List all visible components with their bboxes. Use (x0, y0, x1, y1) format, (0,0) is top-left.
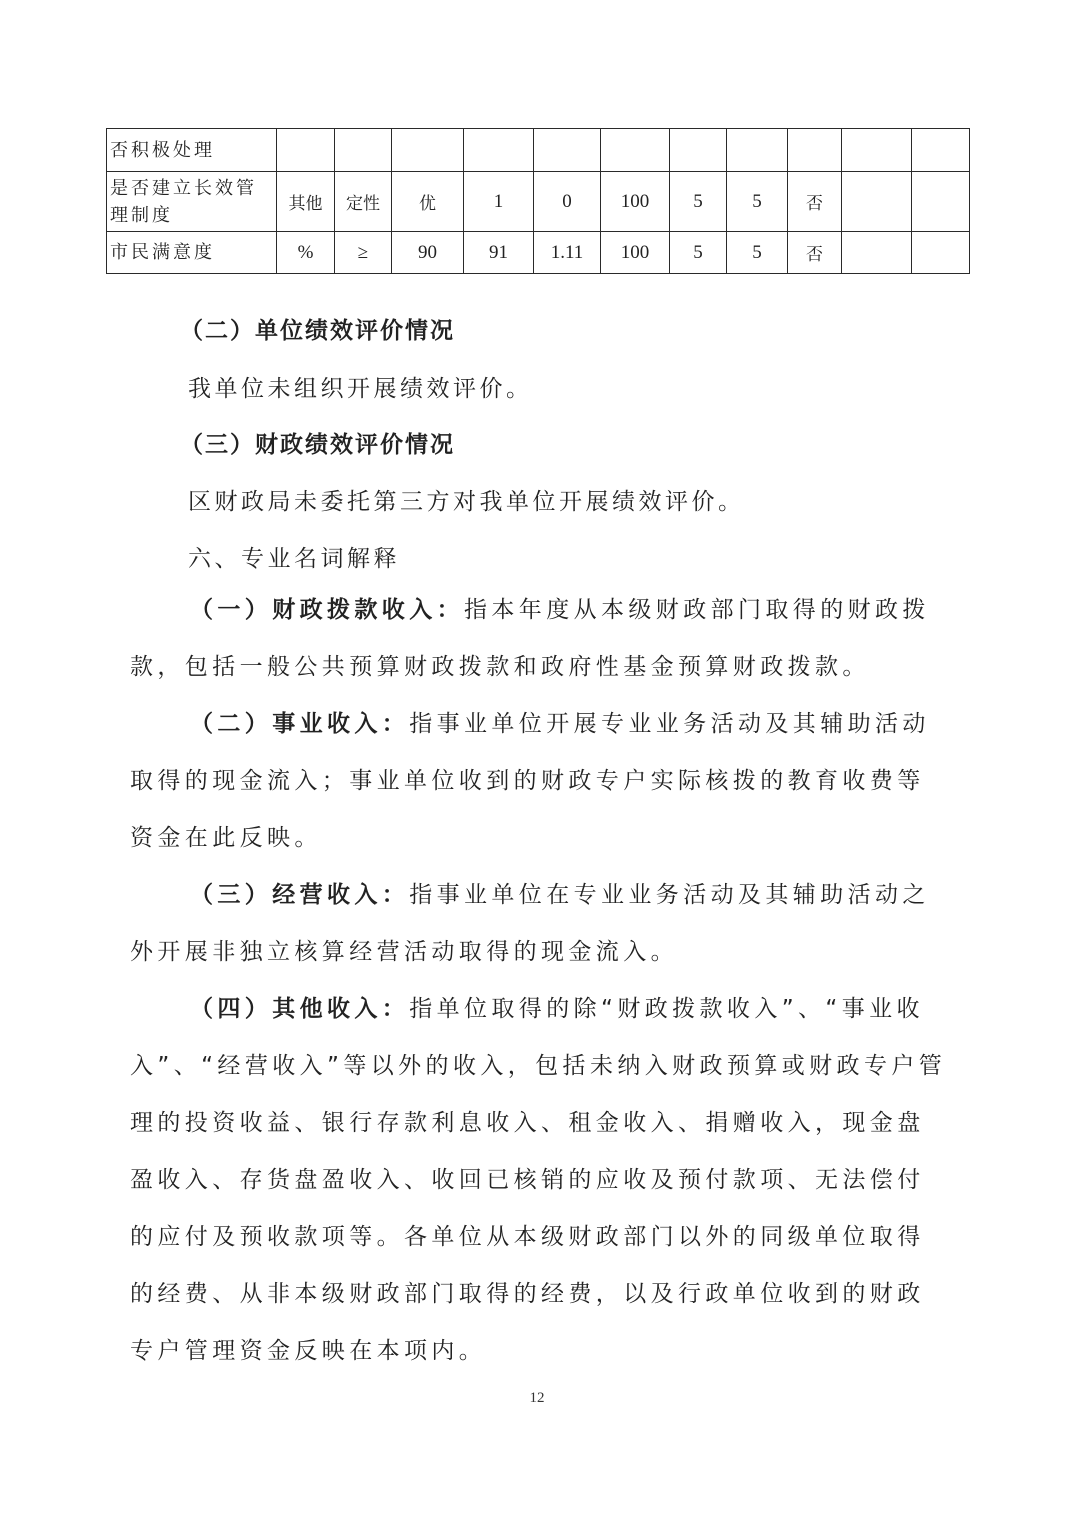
indicator-name: 市民满意度 (107, 232, 277, 274)
table-cell: 100 (601, 232, 670, 274)
table-cell (670, 129, 727, 172)
table-cell: 定性 (335, 172, 392, 232)
table-cell: 否 (788, 232, 842, 274)
table-cell: 100 (601, 172, 670, 232)
table-cell (277, 129, 335, 172)
table-cell (912, 232, 970, 274)
section-heading: （二）单位绩效评价情况 (180, 318, 455, 344)
table-cell: 优 (392, 172, 464, 232)
term-text: 指单位取得的除“财政拨款收入”、“事业收入”、“经营收入”等以外的收入，包括未纳入财政预算或财政专户管理的投资收益、银行存款利息收入、租金收入、捐赠收入，现金盘盈收入、存货盘盈收入、收回已核销的应收及预付款项、无法偿付的应付及预收款项等。各单位从本级财政部门以外的同级单位取得的经费、从非本级财政部门取得的经费，以及行政单位收到的财政专户管理资金反映在本项内。 (130, 996, 947, 1364)
table-cell: % (277, 232, 335, 274)
table-cell: 其他 (277, 172, 335, 232)
table-cell (788, 129, 842, 172)
table-cell (534, 129, 601, 172)
table-cell: 5 (670, 232, 727, 274)
table-cell (727, 129, 788, 172)
table-cell (842, 232, 912, 274)
term-label: （三）经营收入： (190, 882, 410, 908)
table-row (107, 129, 970, 172)
indicator-name: 是否建立长效管理制度 (107, 172, 277, 232)
table-cell (601, 129, 670, 172)
chapter-heading (188, 540, 400, 573)
table-cell: 1 (464, 172, 534, 232)
table-cell: 5 (727, 172, 788, 232)
term-paragraph (130, 696, 950, 867)
table-cell: 5 (670, 172, 727, 232)
table-cell: ≥ (335, 232, 392, 274)
section-text: 我单位未组织开展绩效评价。 (188, 376, 533, 402)
term-label: （二）事业收入： (190, 711, 410, 737)
term-text: 指事业单位在专业业务活动及其辅助活动之外开展非独立核算经营活动取得的现金流入。 (130, 882, 930, 965)
page-number: 12 (529, 1390, 545, 1406)
table-cell (842, 172, 912, 232)
table-cell: 91 (464, 232, 534, 274)
performance-table (106, 128, 970, 274)
table-cell: 90 (392, 232, 464, 274)
table-cell (392, 129, 464, 172)
chapter-heading-text: 六、专业名词解释 (188, 546, 400, 572)
term-paragraph (130, 582, 950, 696)
term-paragraph (130, 867, 950, 981)
indicator-name: 否积极处理 (107, 129, 277, 172)
table-cell (912, 129, 970, 172)
table-cell (842, 129, 912, 172)
table-cell (464, 129, 534, 172)
term-text: 指本年度从本级财政部门取得的财政拨款，包括一般公共预算财政拨款和政府性基金预算财政拨款。 (130, 597, 930, 680)
table-cell (912, 172, 970, 232)
table-cell: 5 (727, 232, 788, 274)
table-cell: 否 (788, 172, 842, 232)
term-label: （四）其他收入： (190, 996, 410, 1022)
term-label: （一）财政拨款收入： (190, 597, 464, 623)
section-heading: （三）财政绩效评价情况 (180, 432, 455, 458)
table-cell: 1.11 (534, 232, 601, 274)
table-cell (335, 129, 392, 172)
table-row (107, 232, 970, 274)
term-paragraph (130, 981, 950, 1380)
term-text: 指事业单位开展专业业务活动及其辅助活动取得的现金流入；事业单位收到的财政专户实际核拨的教育收费等资金在此反映。 (130, 711, 930, 851)
table-cell: 0 (534, 172, 601, 232)
section-text: 区财政局未委托第三方对我单位开展绩效评价。 (188, 489, 745, 515)
table-row (107, 172, 970, 232)
